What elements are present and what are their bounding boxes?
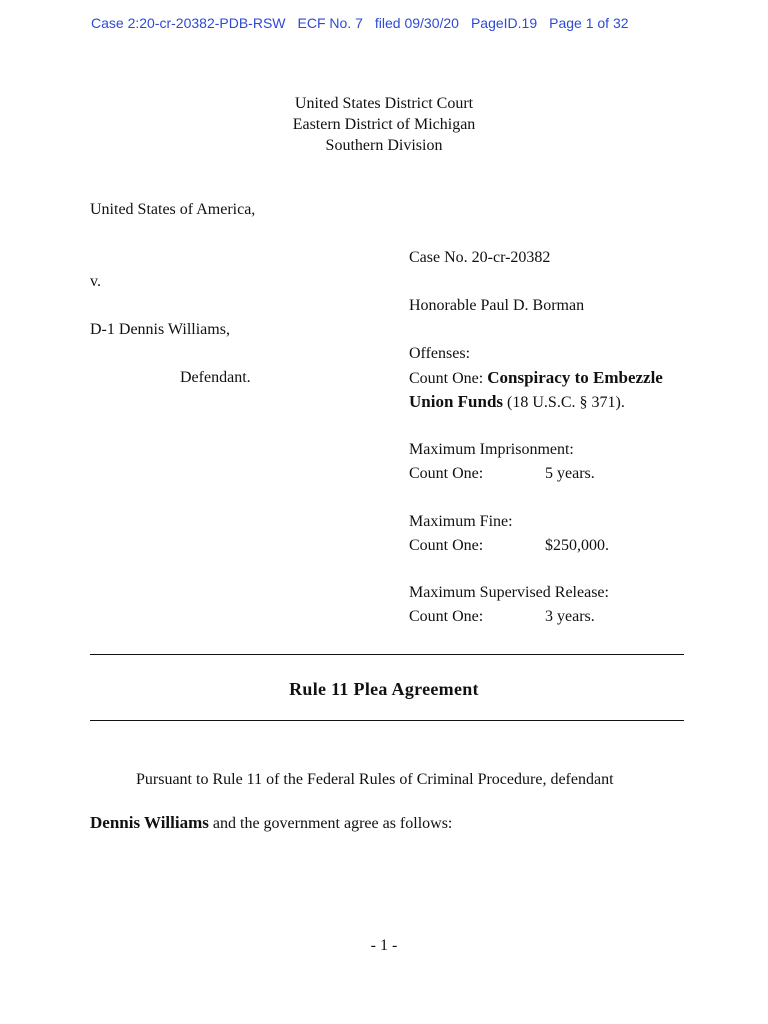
fine-label: Maximum Fine: [409, 513, 513, 530]
body-line-2 [90, 813, 452, 833]
ecf-case-number: Case 2:20-cr-20382-PDB-RSW [91, 15, 286, 31]
ecf-header [91, 15, 641, 31]
body-line-2-rest: and the government agree as follows: [208, 815, 453, 832]
release-value: 3 years. [545, 608, 595, 625]
page-number: - 1 - [370, 937, 398, 954]
imprisonment-count: Count One: [409, 465, 484, 482]
release-label: Maximum Supervised Release: [409, 584, 609, 601]
case-number: Case No. 20-cr-20382 [409, 249, 551, 266]
plaintiff-name: United States of America, [90, 201, 256, 218]
ecf-page-count: Page 1 of 32 [549, 15, 629, 31]
body-line-1: Pursuant to Rule 11 of the Federal Rules of Criminal Procedure, defendant [136, 771, 614, 788]
court-heading [0, 93, 768, 156]
versus-label: v. [90, 273, 101, 290]
imprisonment-row [409, 465, 709, 483]
ecf-page-id: PageID.19 [470, 15, 538, 31]
fine-value: $250,000. [545, 537, 609, 554]
defendant-name-bold: Dennis Williams [90, 813, 209, 832]
offenses-label: Offenses: [409, 345, 471, 362]
offense-title-part-1: Conspiracy to Embezzle [487, 368, 663, 387]
offense-line-2 [409, 392, 625, 412]
offense-line-1 [409, 368, 663, 388]
ecf-filed-date: filed 09/30/20 [374, 15, 459, 31]
document-title: Rule 11 Plea Agreement [289, 679, 479, 699]
offense-title-part-2: Union Funds [409, 392, 504, 411]
judge-name: Honorable Paul D. Borman [409, 297, 585, 314]
court-district: Eastern District of Michigan [292, 116, 476, 133]
offense-statute: (18 U.S.C. § 371). [503, 394, 625, 411]
defendant-name: D-1 Dennis Williams, [90, 321, 230, 338]
court-name: United States District Court [294, 95, 474, 112]
imprisonment-value: 5 years. [545, 465, 595, 482]
imprisonment-label: Maximum Imprisonment: [409, 441, 574, 458]
release-count: Count One: [409, 608, 484, 625]
fine-row [409, 537, 709, 555]
fine-count: Count One: [409, 537, 484, 554]
court-division: Southern Division [325, 137, 443, 154]
ecf-number: ECF No. 7 [297, 15, 363, 31]
title-top-divider [90, 654, 684, 655]
defendant-role: Defendant. [180, 369, 251, 386]
title-bottom-divider [90, 720, 684, 721]
offense-count-prefix: Count One: [409, 370, 488, 387]
release-row [409, 608, 709, 626]
